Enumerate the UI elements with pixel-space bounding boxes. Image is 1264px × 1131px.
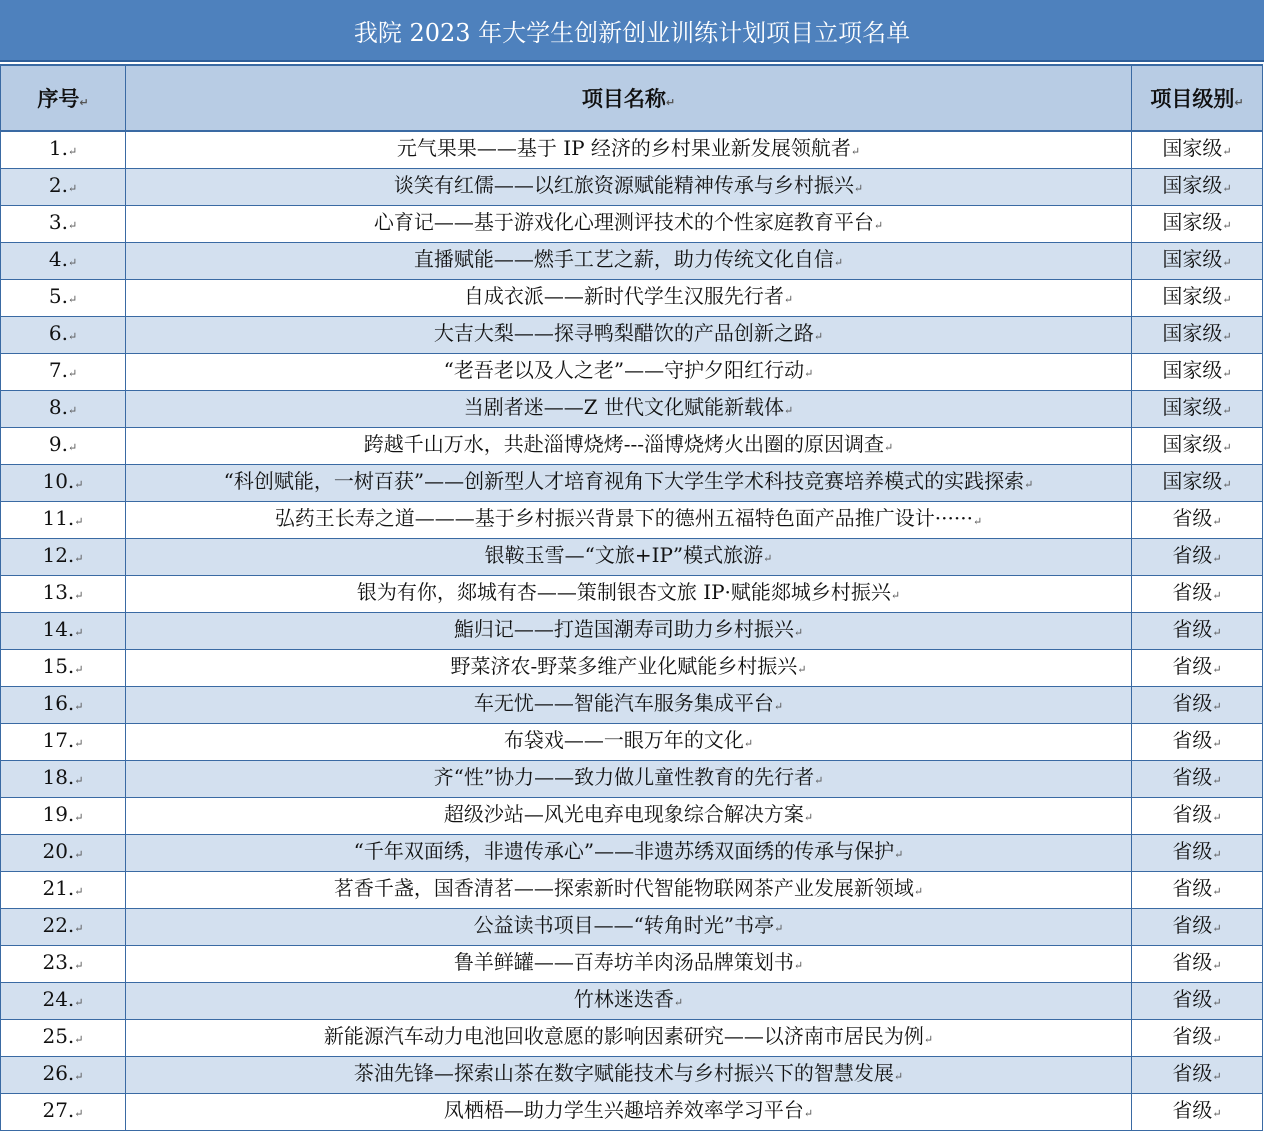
cell-level-text: 省级	[1172, 1098, 1213, 1122]
cell-index: 1.↵	[1, 131, 126, 169]
table-row	[1, 798, 1263, 835]
cell-name: 大吉大梨——探寻鸭梨醋饮的产品创新之路↵	[126, 317, 1132, 354]
table-row	[1, 835, 1263, 872]
cell-level-text: 省级	[1172, 765, 1213, 789]
cell-index-text: 3.	[48, 210, 68, 234]
cell-name-text: 银为有你，郯城有杏——策制银杏文旅 IP·赋能郯城乡村振兴	[356, 580, 891, 604]
cell-level: 省级↵	[1132, 835, 1263, 872]
cell-name-text: 银鞍玉雪—“文旅+IP”模式旅游	[484, 543, 764, 567]
cell-level: 国家级↵	[1132, 317, 1263, 354]
cell-level-text: 国家级	[1162, 469, 1223, 493]
cell-name-text: “科创赋能，一树百获”——创新型人才培育视角下大学生学术科技竞赛培养模式的实践探索	[223, 469, 1025, 493]
cell-level: 省级↵	[1132, 946, 1263, 983]
table-row	[1, 354, 1263, 391]
cell-index: 23.↵	[1, 946, 126, 983]
table-row	[1, 206, 1263, 243]
cell-level-text: 省级	[1172, 691, 1213, 715]
cell-name: 银为有你，郯城有杏——策制银杏文旅 IP·赋能郯城乡村振兴↵	[126, 576, 1132, 613]
cell-index-text: 10.	[42, 469, 75, 493]
table-row	[1, 502, 1263, 539]
cell-index: 26.↵	[1, 1057, 126, 1094]
cell-name: 公益读书项目——“转角时光”书亭↵	[126, 909, 1132, 946]
page-title	[0, 0, 1264, 62]
cell-level-text: 省级	[1172, 1024, 1213, 1048]
cell-index: 11.↵	[1, 502, 126, 539]
cell-index-text: 23.	[42, 950, 75, 974]
cell-index-text: 8.	[48, 395, 68, 419]
cell-level: 省级↵	[1132, 724, 1263, 761]
table-row	[1, 391, 1263, 428]
cell-index: 22.↵	[1, 909, 126, 946]
cell-level-text: 国家级	[1162, 395, 1223, 419]
cell-index-text: 20.	[42, 839, 75, 863]
cell-name: 跨越千山万水，共赴淄博烧烤---淄博烧烤火出圈的原因调查↵	[126, 428, 1132, 465]
table-row	[1, 983, 1263, 1020]
table-row	[1, 317, 1263, 354]
cell-index: 16.↵	[1, 687, 126, 724]
cell-index-text: 2.	[48, 173, 68, 197]
cell-level-text: 省级	[1172, 987, 1213, 1011]
cell-index: 17.↵	[1, 724, 126, 761]
cell-level: 国家级↵	[1132, 169, 1263, 206]
cell-level-text: 国家级	[1162, 321, 1223, 345]
cell-name-text: 齐“性”协力——致力做儿童性教育的先行者	[433, 765, 815, 789]
cell-level-text: 省级	[1172, 728, 1213, 752]
cell-name-text: 弘药王长寿之道———基于乡村振兴背景下的德州五福特色面产品推广设计······	[274, 506, 973, 530]
cell-index-text: 24.	[42, 987, 75, 1011]
cell-level: 国家级↵	[1132, 206, 1263, 243]
cell-index-text: 22.	[42, 913, 75, 937]
header-level-label: 项目级别	[1150, 87, 1235, 111]
cell-level: 国家级↵	[1132, 131, 1263, 169]
cell-level: 省级↵	[1132, 761, 1263, 798]
cell-index: 21.↵	[1, 872, 126, 909]
cell-index-text: 18.	[42, 765, 75, 789]
cell-name-text: 直播赋能——燃手工艺之薪，助力传统文化自信	[413, 247, 834, 271]
cell-name: 当剧者迷——Z 世代文化赋能新载体↵	[126, 391, 1132, 428]
cell-name: 车无忧——智能汽车服务集成平台↵	[126, 687, 1132, 724]
cell-index: 7.↵	[1, 354, 126, 391]
cell-index: 27.↵	[1, 1094, 126, 1131]
cell-level: 国家级↵	[1132, 243, 1263, 280]
cell-level-text: 省级	[1172, 913, 1213, 937]
cell-name-text: 公益读书项目——“转角时光”书亭	[473, 913, 775, 937]
cell-level-text: 省级	[1172, 543, 1213, 567]
cell-index-text: 16.	[42, 691, 75, 715]
cell-name-text: 谈笑有红儒——以红旅资源赋能精神传承与乡村振兴	[393, 173, 854, 197]
cell-index: 13.↵	[1, 576, 126, 613]
cell-name: 谈笑有红儒——以红旅资源赋能精神传承与乡村振兴↵	[126, 169, 1132, 206]
cell-name: 超级沙站—风光电弃电现象综合解决方案↵	[126, 798, 1132, 835]
cell-level: 省级↵	[1132, 798, 1263, 835]
cell-name-text: 元气果果——基于 IP 经济的乡村果业新发展领航者	[396, 136, 851, 160]
cell-name-text: 车无忧——智能汽车服务集成平台	[473, 691, 774, 715]
cell-index: 20.↵	[1, 835, 126, 872]
cell-level-text: 省级	[1172, 876, 1213, 900]
cell-level-text: 国家级	[1162, 136, 1223, 160]
cell-level: 省级↵	[1132, 687, 1263, 724]
header-index-label: 序号	[37, 87, 80, 111]
cell-index-text: 6.	[48, 321, 68, 345]
table-row	[1, 169, 1263, 206]
cell-level-text: 国家级	[1162, 432, 1223, 456]
cell-name-text: 茗香千盏，国香清茗——探索新时代智能物联网茶产业发展新领域	[333, 876, 914, 900]
cell-name: 弘药王长寿之道———基于乡村振兴背景下的德州五福特色面产品推广设计······↵	[126, 502, 1132, 539]
cell-name: 布袋戏——一眼万年的文化↵	[126, 724, 1132, 761]
cell-index: 5.↵	[1, 280, 126, 317]
cell-name-text: 自成衣派——新时代学生汉服先行者	[463, 284, 784, 308]
table-row	[1, 650, 1263, 687]
cell-level: 省级↵	[1132, 613, 1263, 650]
cell-name: 自成衣派——新时代学生汉服先行者↵	[126, 280, 1132, 317]
table-row	[1, 1020, 1263, 1057]
cell-name-text: 鮨归记——打造国潮寿司助力乡村振兴	[453, 617, 794, 641]
cell-index-text: 27.	[42, 1098, 75, 1122]
cell-level: 国家级↵	[1132, 354, 1263, 391]
cell-name-text: “老吾老以及人之老”——守护夕阳红行动	[443, 358, 805, 382]
cell-index: 6.↵	[1, 317, 126, 354]
cell-name-text: 当剧者迷——Z 世代文化赋能新载体	[463, 395, 785, 419]
table-row	[1, 428, 1263, 465]
table-row	[1, 613, 1263, 650]
cell-index-text: 13.	[42, 580, 75, 604]
cell-level-text: 省级	[1172, 839, 1213, 863]
table-row	[1, 724, 1263, 761]
cell-index: 4.↵	[1, 243, 126, 280]
cell-level-text: 省级	[1172, 617, 1213, 641]
cell-index: 12.↵	[1, 539, 126, 576]
cell-name: 银鞍玉雪—“文旅+IP”模式旅游↵	[126, 539, 1132, 576]
cell-index-text: 21.	[42, 876, 75, 900]
cell-name-text: 跨越千山万水，共赴淄博烧烤---淄博烧烤火出圈的原因调查	[363, 432, 885, 456]
table-row	[1, 1057, 1263, 1094]
cell-level-text: 国家级	[1162, 358, 1223, 382]
cell-name-text: 鲁羊鲜罐——百寿坊羊肉汤品牌策划书	[453, 950, 794, 974]
table-row	[1, 1094, 1263, 1131]
cell-name: 元气果果——基于 IP 经济的乡村果业新发展领航者↵	[126, 131, 1132, 169]
table-row	[1, 243, 1263, 280]
cell-name: 齐“性”协力——致力做儿童性教育的先行者↵	[126, 761, 1132, 798]
cell-index: 9.↵	[1, 428, 126, 465]
cell-index: 24.↵	[1, 983, 126, 1020]
cell-name: 凤栖梧—助力学生兴趣培养效率学习平台↵	[126, 1094, 1132, 1131]
cell-level-text: 国家级	[1162, 173, 1223, 197]
table-row	[1, 687, 1263, 724]
cell-index: 15.↵	[1, 650, 126, 687]
cell-index: 25.↵	[1, 1020, 126, 1057]
cell-name: 野菜济农-野菜多维产业化赋能乡村振兴↵	[126, 650, 1132, 687]
cell-level: 省级↵	[1132, 1057, 1263, 1094]
cell-name: 竹林迷迭香↵	[126, 983, 1132, 1020]
cell-name-text: 野菜济农-野菜多维产业化赋能乡村振兴	[450, 654, 798, 678]
cell-level-text: 国家级	[1162, 284, 1223, 308]
cell-level-text: 国家级	[1162, 210, 1223, 234]
header-name-label: 项目名称	[581, 87, 666, 111]
cell-index-text: 7.	[48, 358, 68, 382]
cell-level-text: 省级	[1172, 950, 1213, 974]
cell-index-text: 17.	[42, 728, 75, 752]
cell-level: 省级↵	[1132, 502, 1263, 539]
cell-index-text: 14.	[42, 617, 75, 641]
cell-index-text: 1.	[48, 136, 68, 160]
cell-name: “科创赋能，一树百获”——创新型人才培育视角下大学生学术科技竞赛培养模式的实践探索↵	[126, 465, 1132, 502]
table-row	[1, 761, 1263, 798]
table-row	[1, 909, 1263, 946]
table-row	[1, 539, 1263, 576]
cell-level: 省级↵	[1132, 1094, 1263, 1131]
cell-index-text: 19.	[42, 802, 75, 826]
cell-index-text: 26.	[42, 1061, 75, 1085]
cell-index-text: 4.	[48, 247, 68, 271]
cell-name-text: 布袋戏——一眼万年的文化	[503, 728, 744, 752]
cell-level-text: 省级	[1172, 1061, 1213, 1085]
cell-index-text: 25.	[42, 1024, 75, 1048]
cell-index: 19.↵	[1, 798, 126, 835]
table-body	[1, 131, 1263, 1131]
cell-level: 省级↵	[1132, 1020, 1263, 1057]
project-table	[0, 64, 1263, 1131]
cell-name: 直播赋能——燃手工艺之薪，助力传统文化自信↵	[126, 243, 1132, 280]
cell-level: 省级↵	[1132, 872, 1263, 909]
cell-level: 国家级↵	[1132, 280, 1263, 317]
cell-level: 省级↵	[1132, 576, 1263, 613]
table-row	[1, 946, 1263, 983]
cell-index: 2.↵	[1, 169, 126, 206]
cell-name: “老吾老以及人之老”——守护夕阳红行动↵	[126, 354, 1132, 391]
cell-name: 新能源汽车动力电池回收意愿的影响因素研究——以济南市居民为例↵	[126, 1020, 1132, 1057]
cell-name-text: 心育记——基于游戏化心理测评技术的个性家庭教育平台	[373, 210, 874, 234]
cell-level: 国家级↵	[1132, 428, 1263, 465]
cell-index-text: 12.	[42, 543, 75, 567]
cell-name: 茶油先锋—探索山茶在数字赋能技术与乡村振兴下的智慧发展↵	[126, 1057, 1132, 1094]
cell-level-text: 省级	[1172, 654, 1213, 678]
cell-index-text: 5.	[48, 284, 68, 308]
table-row	[1, 576, 1263, 613]
cell-name: 鮨归记——打造国潮寿司助力乡村振兴↵	[126, 613, 1132, 650]
cell-level-text: 省级	[1172, 580, 1213, 604]
table-row	[1, 465, 1263, 502]
cell-level: 省级↵	[1132, 983, 1263, 1020]
table-row	[1, 131, 1263, 169]
cell-index-text: 11.	[42, 506, 75, 530]
cell-name-text: 超级沙站—风光电弃电现象综合解决方案	[443, 802, 804, 826]
cell-name: 茗香千盏，国香清茗——探索新时代智能物联网茶产业发展新领域↵	[126, 872, 1132, 909]
cell-name-text: “千年双面绣，非遗传承心”——非遗苏绣双面绣的传承与保护	[353, 839, 895, 863]
cell-index: 18.↵	[1, 761, 126, 798]
cell-name: 鲁羊鲜罐——百寿坊羊肉汤品牌策划书↵	[126, 946, 1132, 983]
cell-index: 14.↵	[1, 613, 126, 650]
cell-index-text: 9.	[48, 432, 68, 456]
cell-level: 省级↵	[1132, 909, 1263, 946]
cell-level: 省级↵	[1132, 539, 1263, 576]
cell-index: 8.↵	[1, 391, 126, 428]
cell-index: 3.↵	[1, 206, 126, 243]
cell-level: 省级↵	[1132, 650, 1263, 687]
cell-name: “千年双面绣，非遗传承心”——非遗苏绣双面绣的传承与保护↵	[126, 835, 1132, 872]
cell-name: 心育记——基于游戏化心理测评技术的个性家庭教育平台↵	[126, 206, 1132, 243]
cell-name-text: 大吉大梨——探寻鸭梨醋饮的产品创新之路	[433, 321, 814, 345]
cell-name-text: 凤栖梧—助力学生兴趣培养效率学习平台	[443, 1098, 804, 1122]
cell-name-text: 新能源汽车动力电池回收意愿的影响因素研究——以济南市居民为例	[323, 1024, 924, 1048]
table-header-row	[1, 65, 1263, 131]
cell-level-text: 国家级	[1162, 247, 1223, 271]
table-row	[1, 872, 1263, 909]
cell-level: 国家级↵	[1132, 391, 1263, 428]
cell-name-text: 茶油先锋—探索山茶在数字赋能技术与乡村振兴下的智慧发展	[353, 1061, 894, 1085]
header-index: 序号↵	[1, 65, 126, 131]
page-title-text: 我院 2023 年大学生创新创业训练计划项目立项名单	[353, 18, 911, 47]
cell-index: 10.↵	[1, 465, 126, 502]
cell-name-text: 竹林迷迭香	[573, 987, 674, 1011]
table-row	[1, 280, 1263, 317]
cell-level-text: 省级	[1172, 506, 1213, 530]
header-level: 项目级别↵	[1132, 65, 1263, 131]
header-name: 项目名称↵	[126, 65, 1132, 131]
cell-index-text: 15.	[42, 654, 75, 678]
cell-level-text: 省级	[1172, 802, 1213, 826]
cell-level: 国家级↵	[1132, 465, 1263, 502]
